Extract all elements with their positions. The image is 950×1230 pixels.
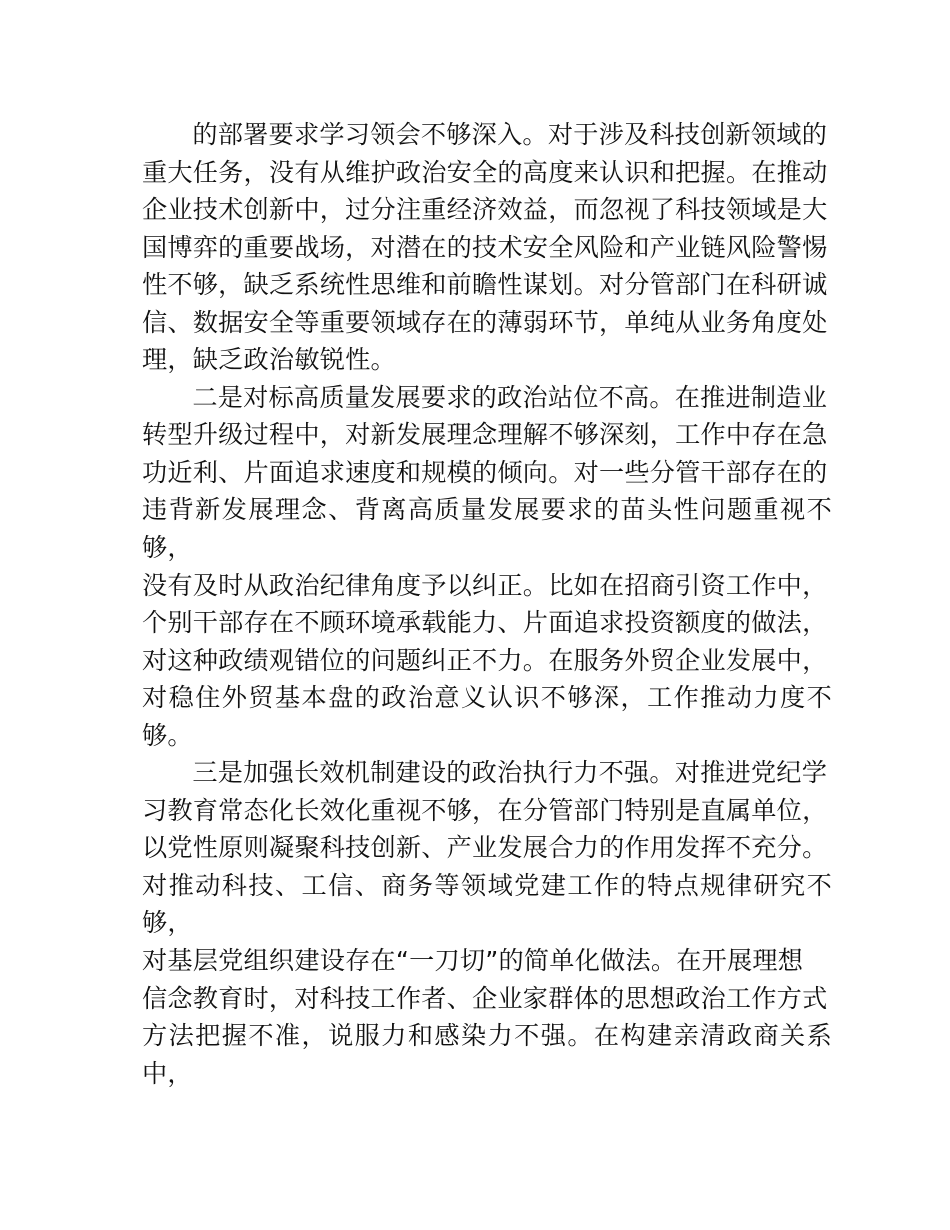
text-line: 对这种政绩观错位的问题纠正不力。在服务外贸企业发展中，: [142, 645, 828, 675]
text-line: 性不够，缺乏系统性思维和前瞻性谋划。对分管部门在科研诚: [142, 270, 828, 300]
text-line: 信念教育时，对科技工作者、企业家群体的思想政治工作方式: [142, 983, 828, 1013]
text-line: 转型升级过程中，对新发展理念理解不够深刻，工作中存在急: [142, 420, 828, 450]
document-body: [142, 116, 832, 1092]
text-line: 违背新发展理念、背离高质量发展要求的苗头性问题重视不够，: [142, 495, 832, 563]
text-line: 信、数据安全等重要领域存在的薄弱环节，单纯从业务角度处: [142, 307, 828, 337]
text-line: 没有及时从政治纪律角度予以纠正。比如在招商引资工作中，: [142, 570, 828, 600]
paragraph-continuation: [142, 116, 832, 379]
text-line: 企业技术创新中，过分注重经济效益，而忽视了科技领域是大: [142, 195, 828, 225]
text-line: 以党性原则凝聚科技创新、产业发展合力的作用发挥不充分。: [142, 833, 828, 863]
text-line: 理，缺乏政治敏锐性。: [142, 345, 396, 375]
text-line: 功近利、片面追求速度和规模的倾向。对一些分管干部存在的: [142, 457, 828, 487]
text-line: 习教育常态化长效化重视不够，在分管部门特别是直属单位，: [142, 795, 828, 825]
text-line: 对推动科技、工信、商务等领域党建工作的特点规律研究不够，: [142, 870, 832, 938]
text-line: 重大任务，没有从维护政治安全的高度来认识和把握。在推动: [142, 157, 828, 187]
text-line: 方法把握不准，说服力和感染力不强。在构建亲清政商关系中，: [142, 1021, 832, 1088]
text-line: 三是加强长效机制建设的政治执行力不强。对推进党纪学: [192, 758, 828, 788]
paragraph-point-three: [142, 754, 832, 1092]
text-line: 国博弈的重要战场，对潜在的技术安全风险和产业链风险警惕: [142, 232, 828, 262]
paragraph-point-two: [142, 379, 832, 754]
text-line: 个别干部存在不顾环境承载能力、片面追求投资额度的做法，: [142, 608, 828, 638]
text-line: 对稳住外贸基本盘的政治意义认识不够深，工作推动力度不够。: [142, 683, 832, 750]
text-line: 的部署要求学习领会不够深入。对于涉及科技创新领域的: [192, 120, 828, 149]
text-line: 二是对标高质量发展要求的政治站位不高。在推进制造业: [192, 382, 828, 412]
text-line: 对基层党组织建设存在“一刀切”的简单化做法。在开展理想: [142, 946, 804, 976]
